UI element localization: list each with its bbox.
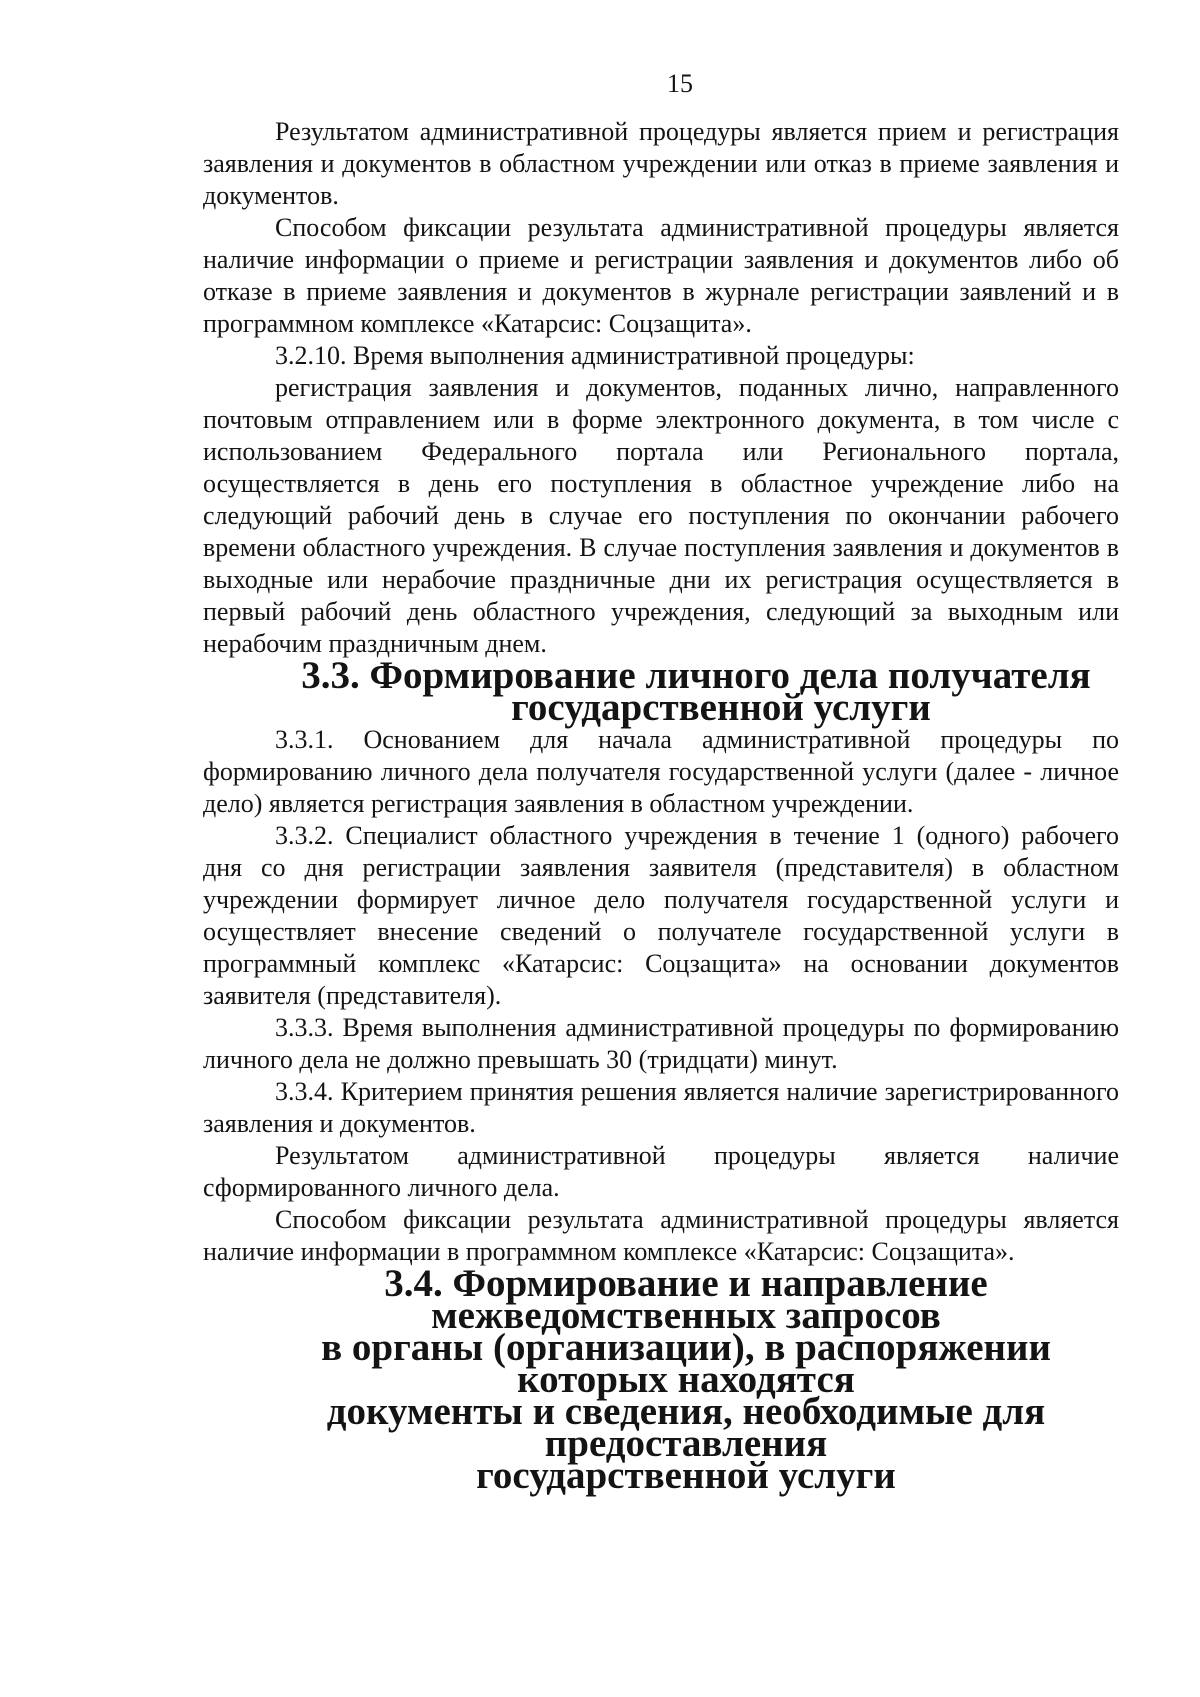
paragraph-registration-time: регистрация заявления и документов, поданных лично, направленного почтовым отправлением или в форме электронного документа, в том числе с использованием Федерального портала или Регионального портала, осуществляется в день его поступления в областное учреждение либо на следующий рабочий день в случае его поступления по окончании рабочего времени областного учреждения. В случае поступления заявления и документов в выходные или нерабочие праздничные дни их регистрация осуществляется в первый рабочий день областного учреждения, следующий за выходным или нерабочим праздничным днем. bbox=[203, 373, 1119, 658]
paragraph-fixation-3-2: Способом фиксации результата административной процедуры является наличие информации о приеме и регистрации заявления и документов либо об отказе в приеме заявления и документов в журнале регистрации заявлений и в программном комплексе «Катарсис: Соцзащита». bbox=[203, 213, 1119, 338]
section-heading-3-3-line2: государственной услуги bbox=[511, 686, 931, 729]
paragraph-3-3-2: 3.3.2. Специалист областного учреждения в течение 1 (одного) рабочего дня со дня регистрации заявления заявителя (представителя) в областном учреждении формирует личное дело получателя государственной услуги и осуществляет внесение сведений о получателе государственной услуги в программный комплекс «Катарсис: Соцзащита» на основании документов заявителя (представителя). bbox=[203, 821, 1119, 1010]
section-heading-3-4-line2: в органы (организации), в распоряжении которых находятся bbox=[321, 1326, 1051, 1401]
paragraph-3-3-1: 3.3.1. Основанием для начала административной процедуры по формированию личного дела получателя государственной услуги (далее - личное дело) является регистрация заявления в областном учреждении. bbox=[203, 725, 1119, 818]
section-heading-3-4 bbox=[203, 1262, 1119, 1497]
section-heading-3-4-line1: 3.4. Формирование и направление межведомственных запросов bbox=[384, 1262, 988, 1337]
section-heading-3-3 bbox=[203, 654, 1119, 729]
paragraph-result-3-3: Результатом административной процедуры является наличие сформированного личного дела. bbox=[203, 1141, 1119, 1202]
section-heading-3-4-line4: государственной услуги bbox=[476, 1454, 896, 1497]
paragraph-3-2-10: 3.2.10. Время выполнения административной процедуры: bbox=[275, 341, 915, 370]
document-page bbox=[203, 52, 1119, 1497]
paragraph-3-3-4: 3.3.4. Критерием принятия решения является наличие зарегистрированного заявления и документов. bbox=[203, 1077, 1119, 1138]
paragraph-3-3-3: 3.3.3. Время выполнения административной процедуры по формированию личного дела не должно превышать 30 (тридцати) минут. bbox=[203, 1013, 1119, 1074]
section-heading-3-4-line3: документы и сведения, необходимые для предоставления bbox=[326, 1390, 1046, 1465]
section-heading-3-3-line1: 3.3. Формирование личного дела получателя bbox=[301, 654, 1091, 697]
paragraph-fixation-3-3: Способом фиксации результата административной процедуры является наличие информации в программном комплексе «Катарсис: Соцзащита». bbox=[203, 1205, 1119, 1266]
paragraph-result-3-2: Результатом административной процедуры является прием и регистрация заявления и документов в областном учреждении или отказ в приеме заявления и документов. bbox=[203, 117, 1119, 210]
page-number: 15 bbox=[667, 69, 693, 98]
